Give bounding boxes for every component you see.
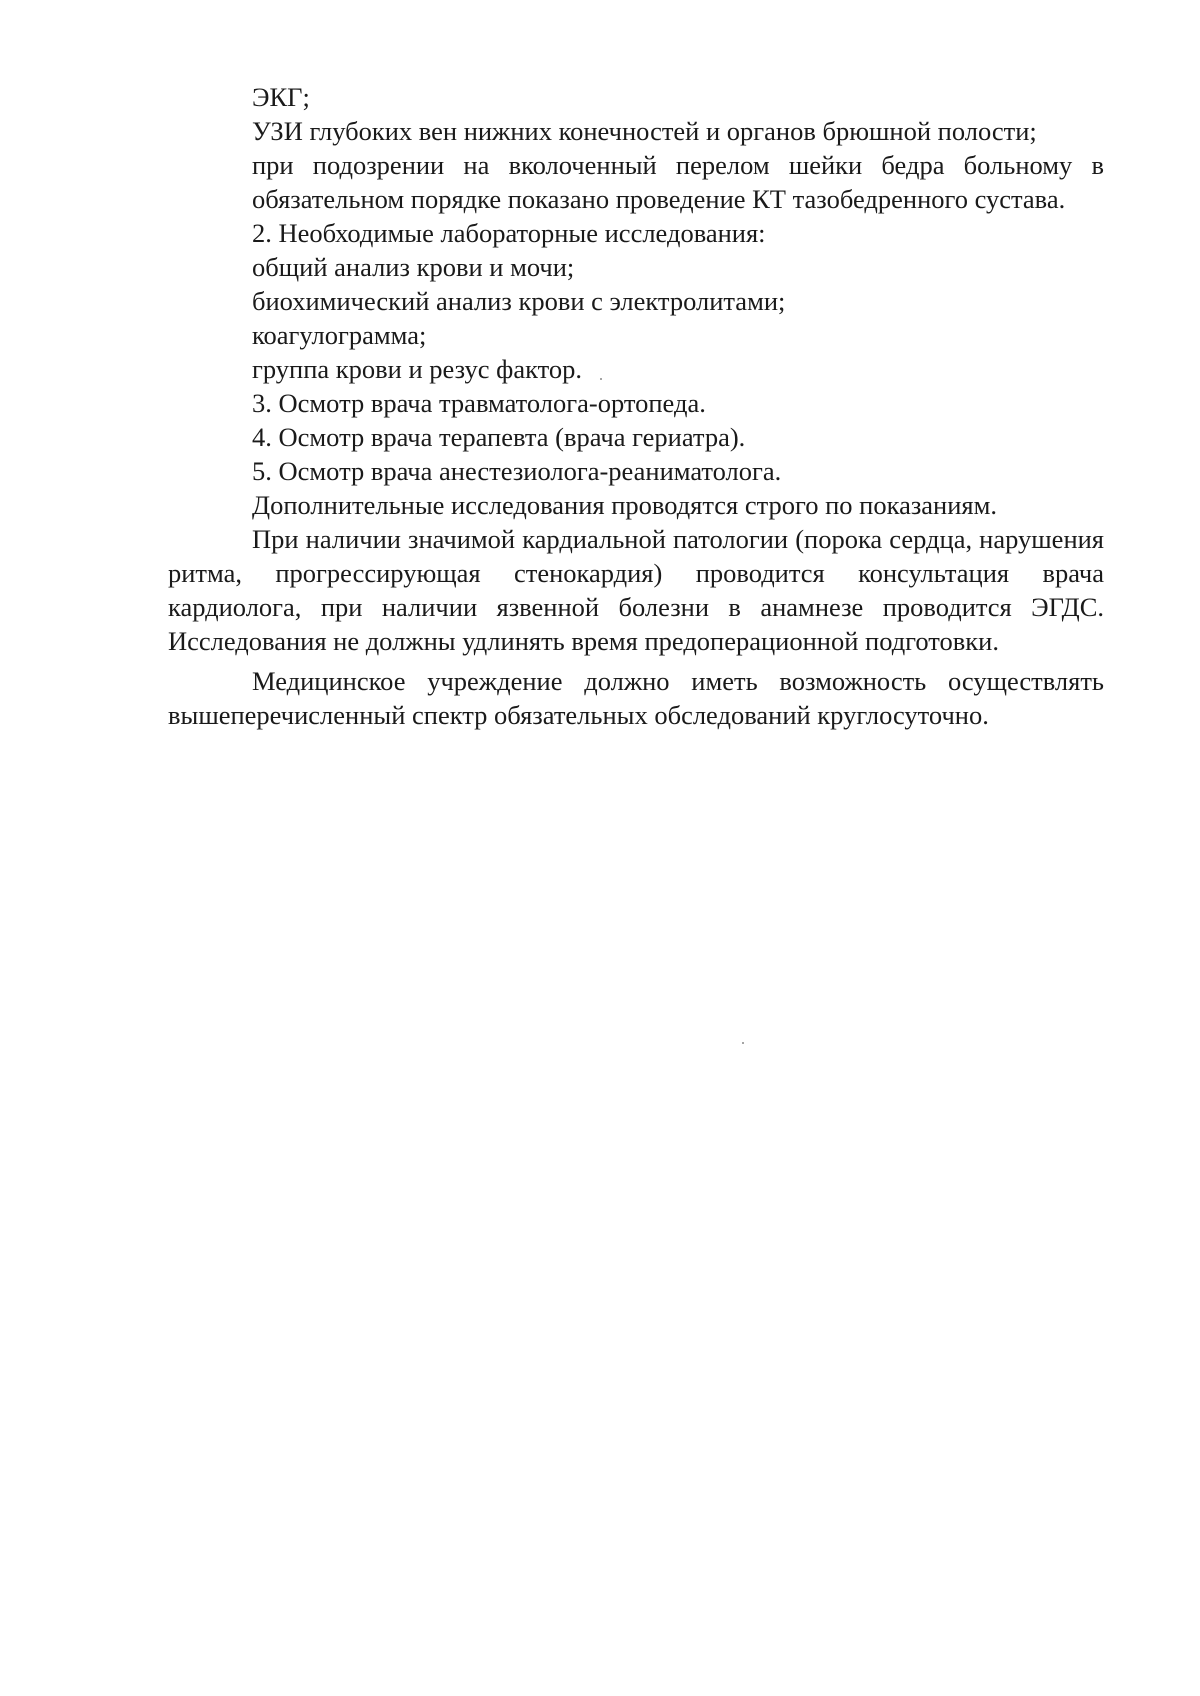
list-item-ecg: ЭКГ; xyxy=(252,82,310,112)
section-therapist: 4. Осмотр врача терапевта (врача гериатра). xyxy=(252,422,746,452)
list-item-blood-urine: общий анализ крови и мочи; xyxy=(252,252,575,282)
additional-tests-note: Дополнительные исследования проводятся строго по показаниям. xyxy=(252,490,998,520)
document-body xyxy=(168,80,1104,732)
list-item-blood-group: группа крови и резус фактор. xyxy=(252,354,582,384)
scan-speck xyxy=(600,378,602,380)
list-item-ct-note: при подозрении на вколоченный перелом шейки бедра больному в обязательном порядке показано проведение КТ тазобедренного сустава. xyxy=(252,150,1104,214)
section-anesthesiologist: 5. Осмотр врача анестезиолога-реаниматолога. xyxy=(252,456,782,486)
section-traumatologist: 3. Осмотр врача травматолога-ортопеда. xyxy=(252,388,706,418)
list-item-coagulogram: коагулограмма; xyxy=(252,320,427,350)
scan-speck xyxy=(742,1042,744,1044)
paragraph-institution: Медицинское учреждение должно иметь возможность осуществлять вышеперечисленный спектр обязательных обследований круглосуточно. xyxy=(168,666,1104,730)
list-item-ultrasound: УЗИ глубоких вен нижних конечностей и органов брюшной полости; xyxy=(252,116,1037,146)
list-item-biochemistry: биохимический анализ крови с электролитами; xyxy=(252,286,786,316)
section-lab-tests-heading: 2. Необходимые лабораторные исследования: xyxy=(252,218,766,248)
paragraph-cardiac: При наличии значимой кардиальной патологии (порока сердца, нарушения ритма, прогрессирующая стенокардия) проводится консультация врача кардиолога, при наличии язвенной болезни в анамнезе проводится ЭГДС. Исследования не должны удлинять время предоперационной подготовки. xyxy=(168,524,1104,656)
